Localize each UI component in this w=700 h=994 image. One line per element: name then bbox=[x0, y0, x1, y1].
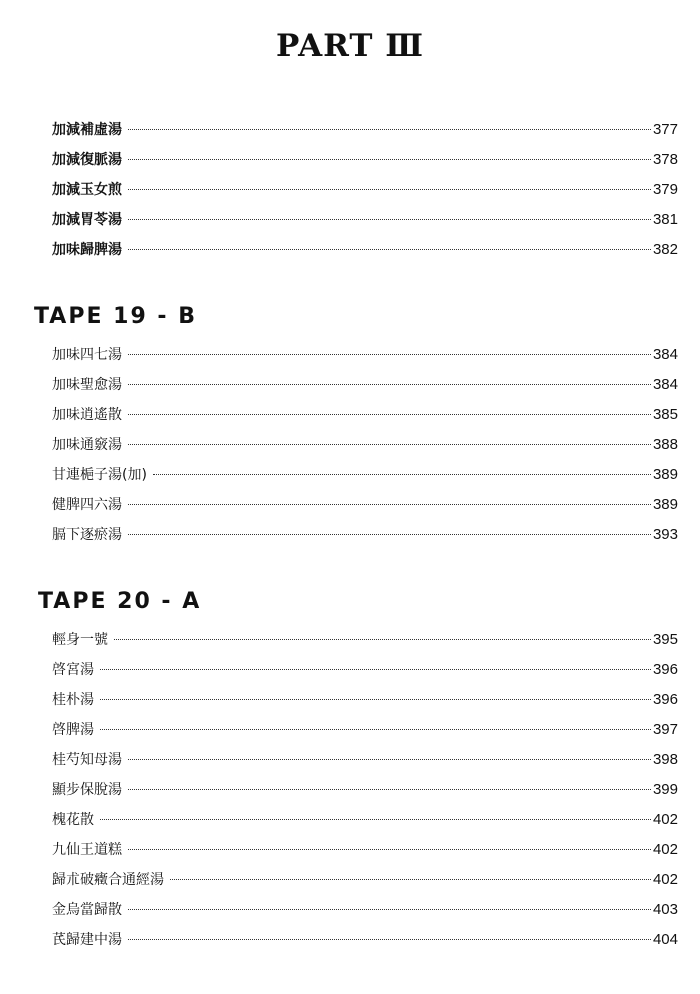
entry-title: 金烏當歸散 bbox=[52, 902, 122, 918]
toc-entry bbox=[0, 370, 700, 400]
entry-title: 加減補虛湯 bbox=[52, 122, 122, 138]
dot-leader bbox=[153, 474, 651, 475]
entry-page-number: 389 bbox=[652, 466, 678, 483]
toc-entry bbox=[0, 835, 700, 865]
toc-entry bbox=[0, 115, 700, 145]
entry-page-number: 381 bbox=[652, 211, 678, 228]
entry-page-number: 402 bbox=[652, 871, 678, 888]
toc-entry bbox=[0, 715, 700, 745]
dot-leader bbox=[128, 759, 651, 760]
entry-title: 輕身一號 bbox=[52, 632, 108, 648]
entry-page-number: 393 bbox=[652, 526, 678, 543]
toc-entry bbox=[0, 925, 700, 955]
entry-page-number: 402 bbox=[652, 841, 678, 858]
entry-page-number: 398 bbox=[652, 751, 678, 768]
toc-entry bbox=[0, 625, 700, 655]
entry-title: 芪歸建中湯 bbox=[52, 932, 122, 948]
entry-page-number: 384 bbox=[652, 376, 678, 393]
entry-page-number: 378 bbox=[652, 151, 678, 168]
entry-title: 加減玉女煎 bbox=[52, 182, 122, 198]
toc-entry bbox=[0, 430, 700, 460]
entry-title: 加減復脈湯 bbox=[52, 152, 122, 168]
dot-leader bbox=[128, 909, 651, 910]
dot-leader bbox=[128, 219, 651, 220]
toc-entry bbox=[0, 460, 700, 490]
entry-title: 加味通竅湯 bbox=[52, 437, 122, 453]
toc-entry bbox=[0, 685, 700, 715]
entry-page-number: 396 bbox=[652, 661, 678, 678]
dot-leader bbox=[128, 189, 651, 190]
toc-section-tape-20-a bbox=[0, 585, 700, 955]
toc-entry bbox=[0, 490, 700, 520]
dot-leader bbox=[100, 819, 651, 820]
dot-leader bbox=[128, 939, 651, 940]
dot-leader bbox=[128, 129, 651, 130]
entry-page-number: 397 bbox=[652, 721, 678, 738]
entry-page-number: 382 bbox=[652, 241, 678, 258]
entry-title: 加減胃苓湯 bbox=[52, 212, 122, 228]
toc-entry bbox=[0, 520, 700, 550]
entry-page-number: 395 bbox=[652, 631, 678, 648]
dot-leader bbox=[100, 729, 651, 730]
dot-leader bbox=[128, 414, 651, 415]
page-title: PART Ⅲ bbox=[276, 28, 424, 64]
entry-title: 顯步保脫湯 bbox=[52, 782, 122, 798]
toc-entry bbox=[0, 235, 700, 265]
entry-page-number: 404 bbox=[652, 931, 678, 948]
entry-page-number: 403 bbox=[652, 901, 678, 918]
dot-leader bbox=[100, 669, 651, 670]
dot-leader bbox=[128, 789, 651, 790]
entry-title: 甘連梔子湯(加) bbox=[52, 467, 147, 483]
entry-title: 膈下逐瘀湯 bbox=[52, 527, 122, 543]
entry-page-number: 377 bbox=[652, 121, 678, 138]
toc-section-tape-19-b bbox=[0, 300, 700, 550]
entry-title: 加味四七湯 bbox=[52, 347, 122, 363]
toc-entry-list bbox=[0, 340, 700, 550]
dot-leader bbox=[170, 879, 651, 880]
toc-entry-list bbox=[0, 115, 700, 265]
entry-page-number: 388 bbox=[652, 436, 678, 453]
entry-page-number: 389 bbox=[652, 496, 678, 513]
toc-entry bbox=[0, 775, 700, 805]
entry-page-number: 402 bbox=[652, 811, 678, 828]
dot-leader bbox=[128, 534, 651, 535]
entry-page-number: 384 bbox=[652, 346, 678, 363]
entry-title: 桂芍知母湯 bbox=[52, 752, 122, 768]
entry-title: 槐花散 bbox=[52, 812, 94, 828]
toc-entry bbox=[0, 340, 700, 370]
dot-leader bbox=[128, 384, 651, 385]
dot-leader bbox=[128, 159, 651, 160]
toc-entry bbox=[0, 205, 700, 235]
dot-leader bbox=[128, 354, 651, 355]
entry-title: 啓脾湯 bbox=[52, 722, 94, 738]
dot-leader bbox=[128, 504, 651, 505]
toc-entry bbox=[0, 145, 700, 175]
toc-entry bbox=[0, 655, 700, 685]
toc-entry bbox=[0, 805, 700, 835]
entry-title: 九仙王道糕 bbox=[52, 842, 122, 858]
dot-leader bbox=[100, 699, 651, 700]
entry-title: 健脾四六湯 bbox=[52, 497, 122, 513]
entry-title: 加味聖愈湯 bbox=[52, 377, 122, 393]
entry-page-number: 379 bbox=[652, 181, 678, 198]
toc-entry bbox=[0, 175, 700, 205]
toc-entry bbox=[0, 865, 700, 895]
dot-leader bbox=[128, 249, 651, 250]
entry-title: 加味歸脾湯 bbox=[52, 242, 122, 258]
section-heading: TAPE 19 - B bbox=[34, 304, 197, 329]
dot-leader bbox=[128, 849, 651, 850]
toc-entry bbox=[0, 895, 700, 925]
section-heading: TAPE 20 - A bbox=[38, 589, 202, 614]
entry-page-number: 385 bbox=[652, 406, 678, 423]
dot-leader bbox=[128, 444, 651, 445]
dot-leader bbox=[114, 639, 651, 640]
entry-page-number: 396 bbox=[652, 691, 678, 708]
entry-page-number: 399 bbox=[652, 781, 678, 798]
entry-title: 啓宮湯 bbox=[52, 662, 94, 678]
toc-entry bbox=[0, 745, 700, 775]
entry-title: 桂朴湯 bbox=[52, 692, 94, 708]
entry-title: 加味逍遙散 bbox=[52, 407, 122, 423]
toc-entry-list bbox=[0, 625, 700, 955]
toc-entry bbox=[0, 400, 700, 430]
toc-section-part3 bbox=[0, 115, 700, 265]
entry-title: 歸朮破癥合通經湯 bbox=[52, 872, 164, 888]
